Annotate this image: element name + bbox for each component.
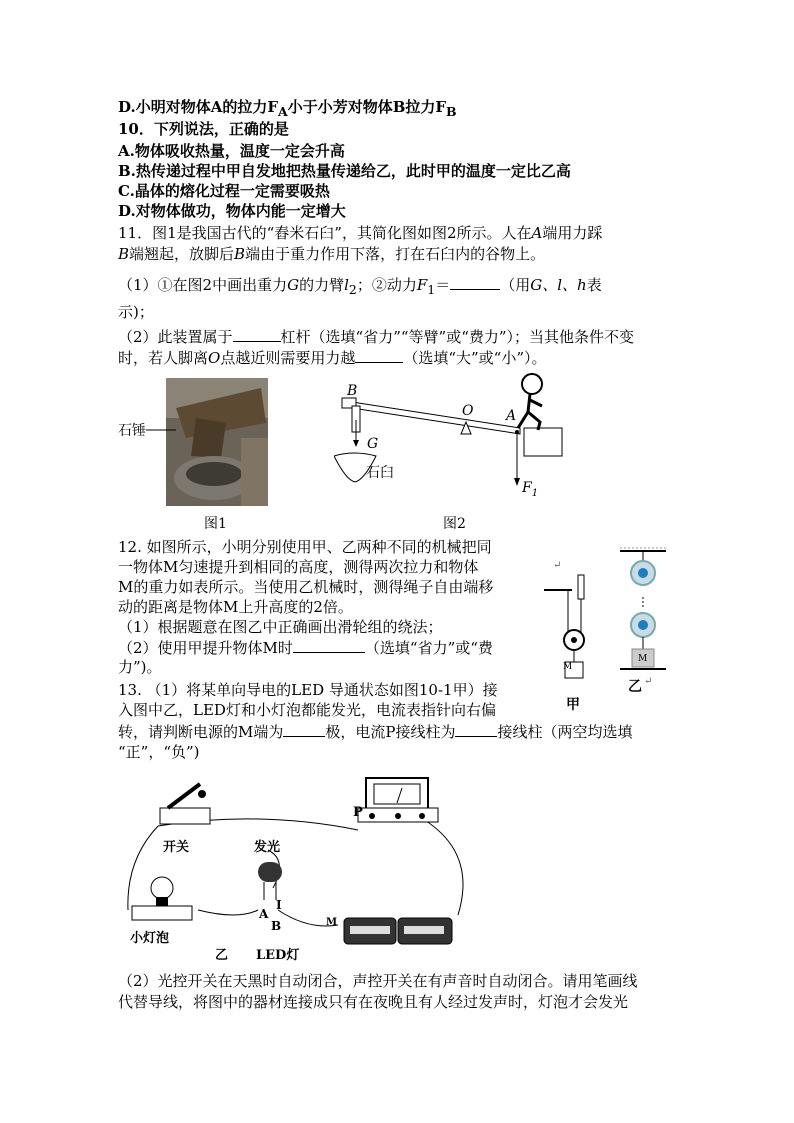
q13-blank-p[interactable] [455, 721, 497, 737]
q12-line3: M的重力如表所示。当使用乙机械时，测得绳子自由端移 [118, 578, 494, 596]
q11-part2: （2）此装置属于 杠杆（选填“省力”“等臂”或“费力”）；当其他条件不变 [118, 328, 635, 346]
q13-label-bulb: 小灯泡 [130, 931, 170, 946]
q11-stem-line2: B端翘起，放脚后B端由于重力作用下落，打在石臼内的谷物上。 [118, 245, 546, 263]
q13-part2-line1: （2）光控开关在天黑时自动闭合，声控开关在有声音时自动闭合。请用笔画线 [118, 972, 638, 990]
q11-blank-f1[interactable] [450, 274, 500, 290]
fig2-caption: 图2 [443, 516, 466, 532]
q12-blank[interactable] [293, 637, 365, 653]
q10-option-a: A.物体吸收热量，温度一定会升高 [118, 142, 345, 160]
q13-line4: “正”，“负”) [118, 743, 200, 761]
fig2-label-o: O [462, 403, 474, 419]
q13-blank-m[interactable] [283, 721, 325, 737]
q13-line2: 入图中乙，LED灯和小灯泡都能发光，电流表指针向右偏 [118, 701, 496, 719]
fig1-photo [166, 378, 268, 506]
q13-label-i: I [276, 898, 282, 912]
q13-label-a: A [259, 907, 269, 921]
q13-label-switch: 开关 [163, 840, 190, 855]
fig2-label-g: G [367, 436, 379, 452]
q12-line2: 一物体M匀速提升到相同的高度，测得两次拉力和物体 [118, 558, 479, 576]
q10-option-d: D.对物体做功，物体内能一定增大 [118, 202, 346, 220]
q11-part1: （1）①在图2中画出重力G的力臂$l_2$；②动力$F_1=$ （用G、l、h表 [118, 276, 602, 297]
fig2-label-a: A [506, 408, 517, 424]
q12-line1: 12. 如图所示，小明分别使用甲、乙两种不同的机械把同 [118, 538, 492, 556]
q13-label-yi: 乙 [215, 948, 229, 963]
q12-part1: （1）根据题意在图乙中正确画出滑轮组的绕法； [118, 618, 443, 636]
q12-part2-cont: 力”)。 [118, 658, 162, 676]
q12-return-mark: ↵ [553, 560, 562, 571]
q12-fig-jia [540, 570, 600, 690]
q13-line1: 13. （1）将某单向导电的LED 导通状态如图10-1甲）接 [118, 681, 498, 699]
q12-yi-return-mark: ↵ [644, 676, 653, 687]
fig1-label: 石锤 [118, 423, 146, 439]
q13-circuit-diagram [118, 770, 498, 960]
q13-label-glow: 发光 [254, 840, 281, 855]
q13-line3: 转，请判断电源的M端为 极，电流P接线柱为 接线柱（两空均选填 [118, 723, 633, 741]
q12-label-jia: 甲 [566, 697, 580, 713]
q13-label-m: M [326, 917, 338, 928]
q11-stem-line1: 11．图1是我国古代的“舂米石臼”，其简化图如图2所示。人在A端用力踩 [118, 224, 603, 242]
fig2-label-b: B [347, 383, 358, 399]
q11-part1-cont: 示)； [118, 303, 154, 321]
q13-label-p: P [353, 805, 363, 820]
fig1-pointer [146, 428, 176, 432]
q13-label-led: LED灯 [256, 948, 300, 963]
fig2-label-f1: $F_1$ [522, 480, 539, 499]
q10-option-c: C.晶体的熔化过程一定需要吸热 [118, 182, 330, 200]
q12-m-label: M [563, 662, 573, 672]
q11-blank-force[interactable] [355, 347, 403, 363]
q12-part2: （2）使用甲提升物体M时 （选填“省力”或“费 [118, 639, 493, 657]
q12-yi-m-label: M [638, 654, 648, 664]
q13-label-b: B [271, 919, 282, 933]
fig2-label-mortar: 石臼 [366, 465, 394, 481]
q10-option-b: B.热传递过程中甲自发地把热量传递给乙，此时甲的温度一定比乙高 [118, 162, 571, 180]
q12-line4: 动的距离是物体M上升高度的2倍。 [118, 598, 353, 616]
q12-label-yi: 乙 [628, 679, 642, 695]
q10-stem: 10．下列说法，正确的是 [118, 120, 289, 138]
q11-blank-lever[interactable] [233, 326, 281, 342]
q11-part2-cont: 时，若人脚离O点越近则需要用力越 （选填“大”或“小”）。 [118, 349, 547, 367]
q13-part2-line2: 代替导线，将图中的器材连接成只有在夜晚且有人经过发声时，灯泡才会发光 [118, 993, 629, 1011]
fig1-caption: 图1 [204, 516, 227, 532]
q9-option-d: D.小明对物体A的拉力$F_A$小于小芳对物体B拉力$F_B$ [118, 98, 457, 119]
